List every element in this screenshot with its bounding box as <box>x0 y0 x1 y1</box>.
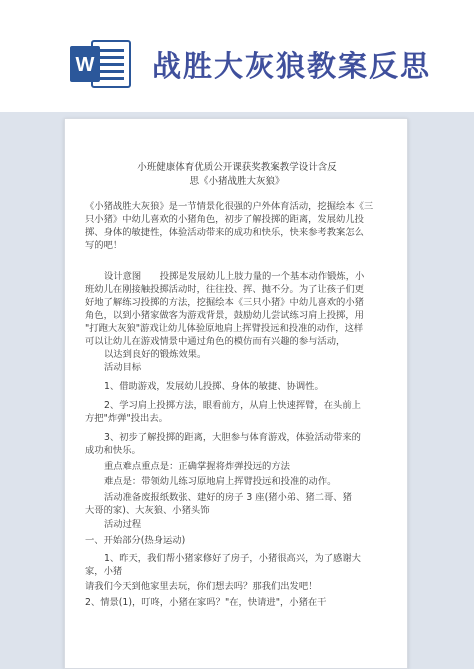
document-line: 1、昨天，我们帮小猪家修好了房子，小猪很高兴，为了感谢大 <box>104 553 361 564</box>
page-title: 战胜大灰狼教案反思 <box>152 49 432 83</box>
document-line: 2、学习肩上投掷方法，眼看前方，从肩上快速挥臂，在头前上 <box>104 400 361 411</box>
document-line: 成功和快乐。 <box>85 445 141 456</box>
document-line: 难点是：带领幼儿练习原地肩上挥臂投远和投准的动作。 <box>104 476 337 487</box>
document-line: 活动过程 <box>104 519 142 530</box>
banner-header <box>0 0 474 112</box>
document-line: "打跑大灰狼"游戏让幼儿体验原地肩上挥臂投远和投准的动作，这样 <box>85 323 364 334</box>
document-line: 家，小猪 <box>85 566 123 577</box>
document-line: 3、初步了解投掷的距离，大胆参与体育游戏，体验活动带来的 <box>104 432 361 443</box>
document-line: 大哥的家)、大灰狼、小猪头饰 <box>85 505 210 516</box>
document-line: 1、借助游戏，发展幼儿投掷、身体的敏捷、协调性。 <box>104 381 324 392</box>
document-line: 只小猪》中幼儿喜欢的小猪角色，初步了解投掷的距离，发展幼儿投 <box>85 214 364 225</box>
document-line: 写的吧！ <box>85 240 123 251</box>
word-document-icon <box>70 37 132 91</box>
document-line: 2、情景(1)，叮咚，小猪在家吗？"在，快请进"，小猪在干 <box>85 597 327 608</box>
document-line: 角色，以到小猪家做客为游戏背景，鼓励幼儿尝试练习肩上投掷，用 <box>85 310 364 321</box>
document-line: 好地了解练习投掷的方法，挖掘绘本《三只小猪》中幼儿喜欢的小猪 <box>85 297 364 308</box>
document-title-line: 思《小猪战胜大灰狼》 <box>189 176 285 187</box>
document-line: 以达到良好的锻炼效果。 <box>104 349 207 360</box>
document-line: 活动准备废报纸数张、建好的房子 3 座(猪小弟、猪二哥、猪 <box>104 492 352 503</box>
document-title <box>85 161 389 189</box>
document-line: 掷、身体的敏捷性，体验活动带来的成功和快乐，快来参考教案怎么 <box>85 227 364 238</box>
document-line: 《小猪战胜大灰狼》是一节情景化很强的户外体育活动，挖掘绘本《三 <box>85 201 374 212</box>
document-line: 设计意图 投掷是发展幼儿上肢力量的一个基本动作锻炼，小 <box>104 271 365 282</box>
document-line: 一、开始部分(热身运动) <box>85 535 186 546</box>
document-line: 可以让幼儿在游戏情景中通过角色的模仿而有兴趣的参与活动， <box>85 336 346 347</box>
document-page <box>64 118 408 669</box>
document-title-line: 小班健康体育优质公开课获奖教案教学设计含反 <box>137 162 337 173</box>
document-line: 活动目标 <box>104 362 142 373</box>
document-line: 方把"炸弹"投出去。 <box>85 413 168 424</box>
document-line: 请我们今天到他家里去玩，你们想去吗？那我们出发吧！ <box>85 581 318 592</box>
document-line: 班幼儿在刚接触投掷活动时，往往投、挥、抛不分。为了让孩子们更 <box>85 284 364 295</box>
document-line: 重点难点重点是：正确掌握将炸弹投远的方法 <box>104 461 290 472</box>
logo-letter: W <box>75 54 95 76</box>
